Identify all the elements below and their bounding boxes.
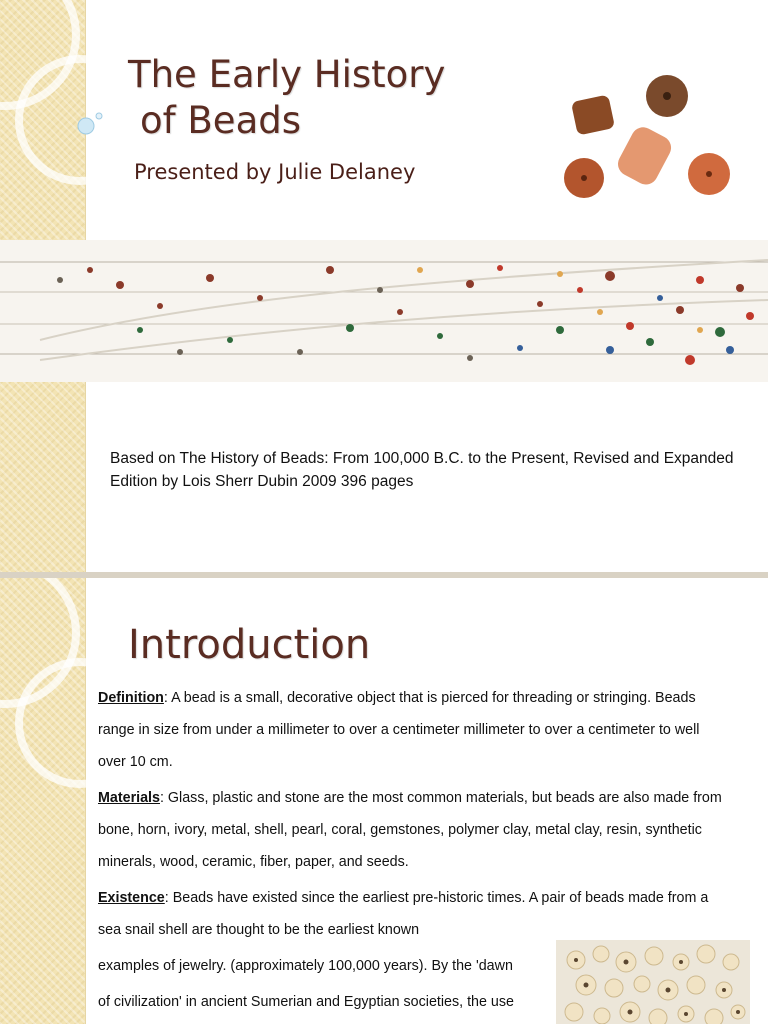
section-heading: Introduction (128, 622, 371, 668)
materials-text: : Glass, plastic and stone are the most common materials, but beads are also made from bone, horn, ivory, metal, shell, pearl, coral, gemstones, polymer clay, metal clay, resin, synthetic minerals, wood, ceramic, fiber, paper, and seeds. (98, 790, 722, 870)
definition-term: Definition (98, 690, 164, 706)
slide-title-heading (128, 52, 445, 144)
decorative-band (0, 578, 86, 1024)
existence-line-3: of civilization' in ancient Sumerian and Egyptian societies, the use (98, 994, 514, 1010)
materials-paragraph (98, 782, 723, 878)
definition-paragraph (98, 682, 723, 778)
existence-term: Existence (98, 890, 165, 906)
existence-paragraph (98, 882, 723, 946)
bubble-decoration (76, 110, 106, 140)
beads-image (560, 70, 740, 210)
definition-text: : A bead is a small, decorative object that is pierced for threading or stringing. Beads range in size from under a millimeter to over a centimeter millimeter to over a centimeter to well over 10 cm. (98, 690, 700, 770)
shell-beads-image (556, 940, 750, 1024)
bead-timeline-chart (0, 240, 768, 382)
slide-introduction (0, 578, 768, 1024)
existence-text: : Beads have existed since the earliest pre-historic times. A pair of beads made from a sea snail shell are thought to be the earliest known (98, 890, 709, 938)
source-citation: Based on The History of Beads: From 100,000 B.C. to the Present, Revised and Expanded Edition by Lois Sherr Dubin 2009 396 pages (110, 450, 734, 490)
presenter-subtitle: Presented by Julie Delaney (134, 160, 416, 184)
title-line-2: of Beads (140, 99, 302, 142)
existence-line-2: examples of jewelry. (approximately 100,000 years). By the 'dawn (98, 958, 513, 974)
title-line-1: The Early History (128, 53, 446, 96)
materials-term: Materials (98, 790, 160, 806)
